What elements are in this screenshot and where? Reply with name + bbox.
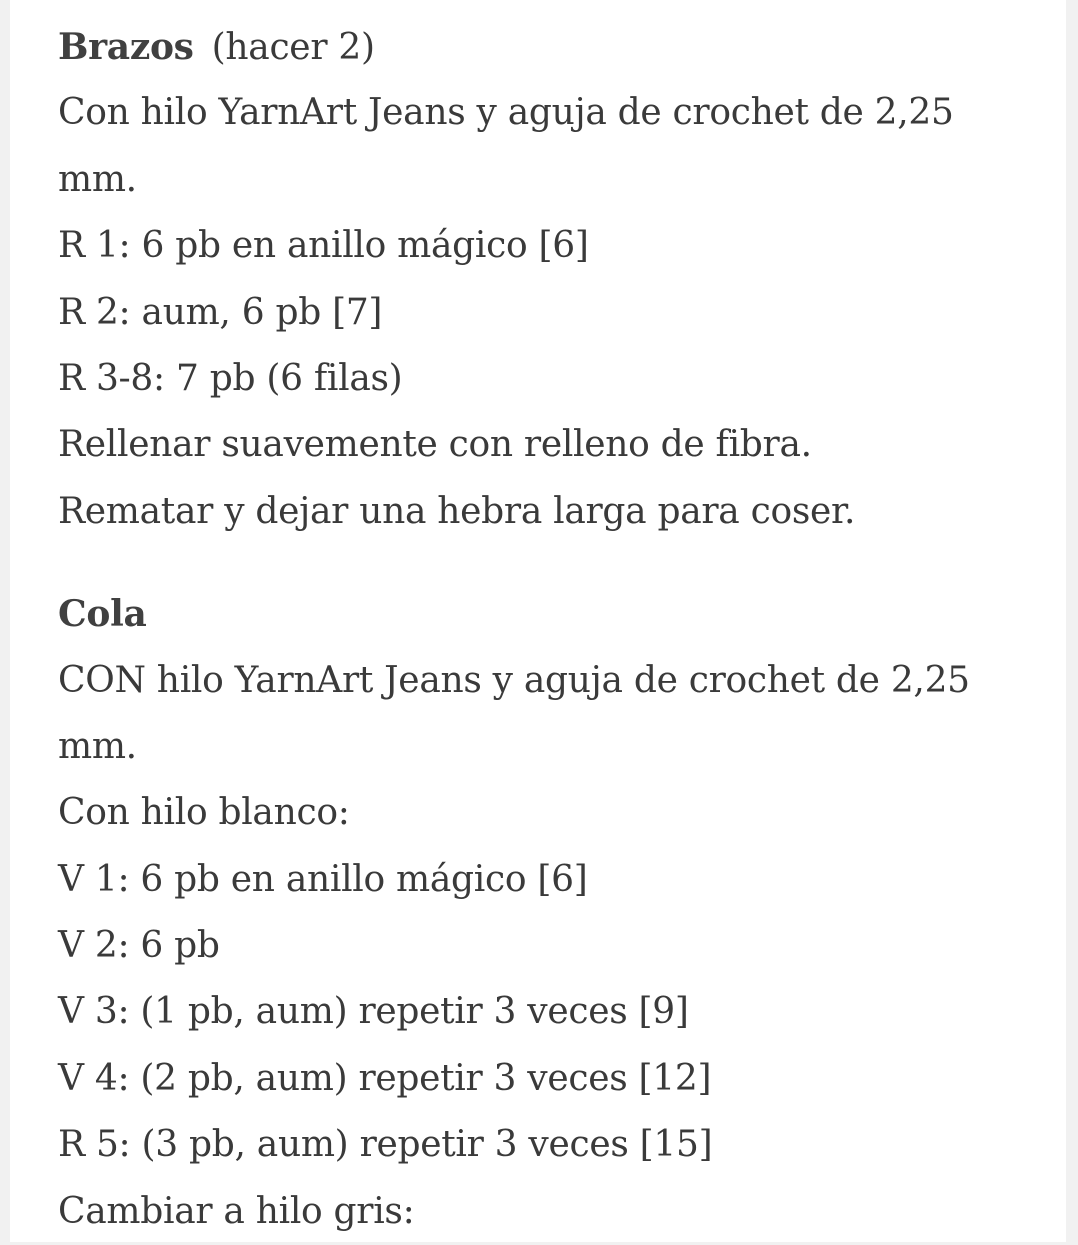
instruction-line: Con hilo blanco:: [58, 792, 350, 834]
instruction-line: CON hilo YarnArt Jeans y aguja de crochet de 2,25: [58, 659, 970, 701]
instruction-line: R 3-8: 7 pb (6 filas): [58, 357, 403, 399]
heading-note: (hacer 2): [211, 27, 375, 68]
instruction-line: V 3: (1 pb, aum) repetir 3 veces [9]: [58, 991, 689, 1033]
instruction-line: V 4: (2 pb, aum) repetir 3 veces [12]: [58, 1057, 712, 1099]
page-background: [10, 0, 1066, 1242]
instruction-line: Con hilo YarnArt Jeans y aguja de crochet de 2,25: [58, 92, 954, 134]
section-brazos: [58, 14, 1048, 545]
section-spacer: [58, 545, 1048, 581]
section-cola: [58, 581, 1048, 1245]
instruction-line: Cambiar a hilo gris:: [58, 1190, 415, 1232]
section-heading-cola: [58, 581, 1048, 647]
instruction-line: mm.: [58, 158, 137, 200]
section-heading-brazos: [58, 14, 1048, 80]
instruction-line: R 1: 6 pb en anillo mágico [6]: [58, 225, 589, 267]
instruction-line: Rellenar suavemente con relleno de fibra.: [58, 424, 812, 466]
instruction-line: R 5: (3 pb, aum) repetir 3 veces [15]: [58, 1124, 713, 1166]
instruction-line: mm.: [58, 725, 137, 767]
pattern-text: [58, 14, 1048, 1245]
instruction-line: V 1: 6 pb en anillo mágico [6]: [58, 858, 588, 900]
instruction-line: V 2: 6 pb: [58, 925, 220, 967]
heading-title: Cola: [58, 593, 147, 636]
instruction-line: R 2: aum, 6 pb [7]: [58, 291, 383, 333]
instruction-line: Rematar y dejar una hebra larga para coser.: [58, 490, 856, 532]
heading-title: Brazos: [58, 26, 194, 68]
